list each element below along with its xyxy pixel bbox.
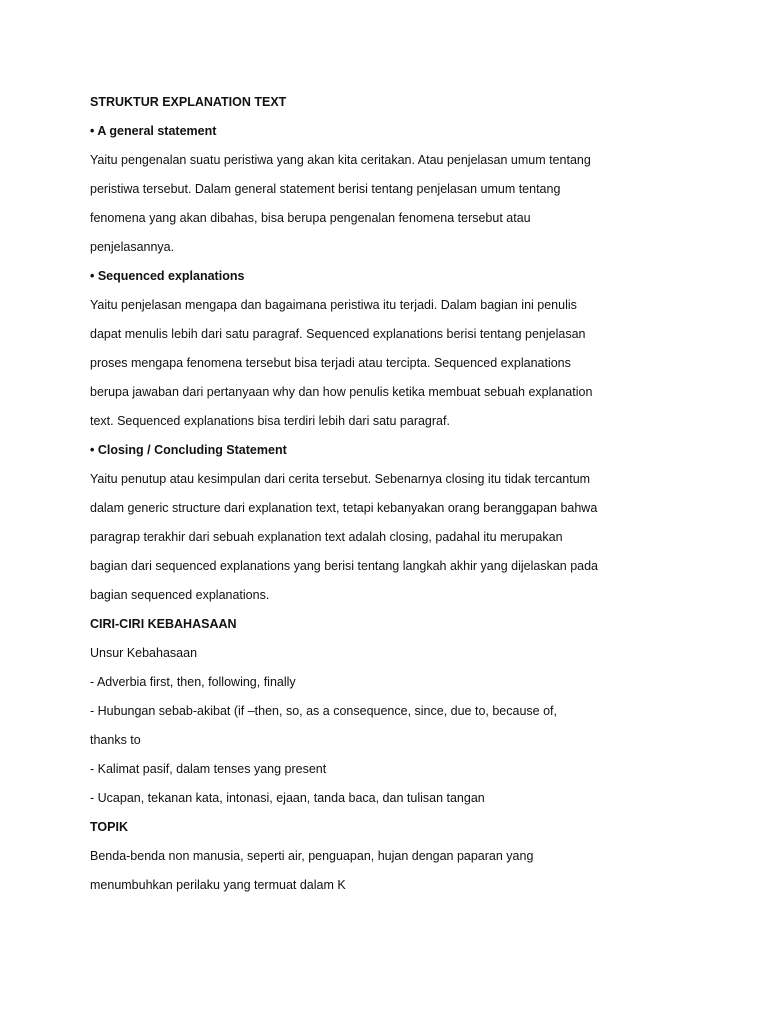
section-heading-general-statement: • A general statement (90, 124, 217, 138)
list-item: - Adverbia first, then, following, finally (90, 675, 296, 689)
paragraph-line: dalam generic structure dari explanation text, tetapi kebanyakan orang beranggapan bahwa (90, 501, 598, 515)
paragraph-line: Yaitu penjelasan mengapa dan bagaimana peristiwa itu terjadi. Dalam bagian ini penulis (90, 298, 577, 312)
subheading-unsur-kebahasaan: Unsur Kebahasaan (90, 646, 198, 660)
section-heading-closing-statement: • Closing / Concluding Statement (90, 443, 287, 457)
section-heading-topik: TOPIK (90, 820, 128, 834)
list-item-continuation: thanks to (90, 733, 141, 747)
list-item: - Hubungan sebab-akibat (if –then, so, as a consequence, since, due to, because of, (90, 704, 557, 718)
paragraph-line: penjelasannya. (90, 240, 175, 254)
list-item: - Kalimat pasif, dalam tenses yang present (90, 762, 327, 776)
document-title: STRUKTUR EXPLANATION TEXT (90, 95, 287, 109)
paragraph-line: Yaitu penutup atau kesimpulan dari cerita tersebut. Sebenarnya closing itu tidak tercantum (90, 472, 591, 486)
section-heading-sequenced-explanations: • Sequenced explanations (90, 269, 245, 283)
section-heading-ciri-ciri-kebahasaan: CIRI-CIRI KEBAHASAAN (90, 617, 237, 631)
document-body (90, 88, 650, 900)
paragraph-line: Yaitu pengenalan suatu peristiwa yang akan kita ceritakan. Atau penjelasan umum tentang (90, 153, 591, 167)
paragraph-line: bagian sequenced explanations. (90, 588, 270, 602)
paragraph-line: peristiwa tersebut. Dalam general statement berisi tentang penjelasan umum tentang (90, 182, 561, 196)
paragraph-line: proses mengapa fenomena tersebut bisa terjadi atau tercipta. Sequenced explanations (90, 356, 571, 370)
paragraph-line: Benda-benda non manusia, seperti air, penguapan, hujan dengan paparan yang (90, 849, 534, 863)
paragraph-line: bagian dari sequenced explanations yang berisi tentang langkah akhir yang dijelaskan pada (90, 559, 599, 573)
paragraph-line: dapat menulis lebih dari satu paragraf. Sequenced explanations berisi tentang penjelasan (90, 327, 586, 341)
list-item: - Ucapan, tekanan kata, intonasi, ejaan, tanda baca, dan tulisan tangan (90, 791, 485, 805)
paragraph-line: fenomena yang akan dibahas, bisa berupa pengenalan fenomena tersebut atau (90, 211, 531, 225)
paragraph-line: berupa jawaban dari pertanyaan why dan how penulis ketika membuat sebuah explanation (90, 385, 593, 399)
paragraph-line: paragrap terakhir dari sebuah explanation text adalah closing, padahal itu merupakan (90, 530, 563, 544)
paragraph-line: text. Sequenced explanations bisa terdiri lebih dari satu paragraf. (90, 414, 450, 428)
paragraph-line: menumbuhkan perilaku yang termuat dalam K (90, 878, 346, 892)
